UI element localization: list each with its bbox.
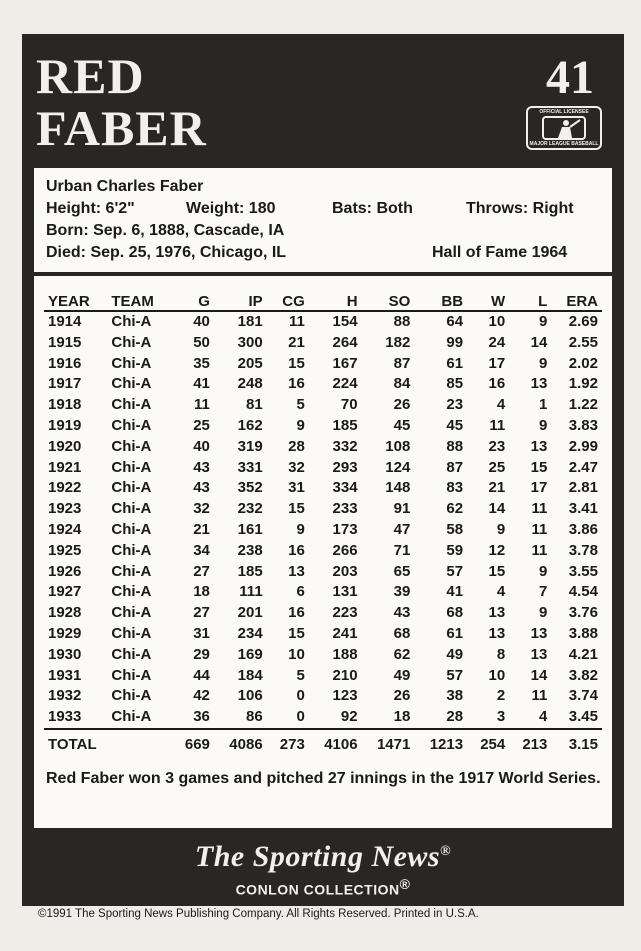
cell-h: 264 (332, 333, 358, 351)
cell-so: 26 (393, 687, 411, 705)
cell-ip: 248 (237, 375, 263, 393)
cell-team: Chi-A (111, 479, 152, 497)
cell-ip: 300 (237, 333, 263, 351)
stats-panel (34, 276, 612, 828)
player-name (36, 50, 207, 154)
cell-year: 1926 (48, 562, 82, 580)
batter-silhouette-icon (542, 116, 586, 140)
cell-so: 62 (393, 645, 411, 663)
cell-h: 188 (332, 645, 358, 663)
cell-l: 17 (530, 479, 548, 497)
cell-bb: 57 (446, 562, 464, 580)
cell-year: 1929 (48, 624, 82, 642)
total-w: 254 (480, 735, 506, 753)
cell-era: 3.78 (568, 541, 598, 559)
cell-w: 24 (488, 333, 506, 351)
total-bb: 1213 (429, 735, 464, 753)
cell-h: 266 (332, 541, 358, 559)
cell-team: Chi-A (111, 708, 152, 726)
column-header-w: W (491, 293, 506, 310)
cell-l: 14 (530, 333, 548, 351)
cell-ip: 81 (245, 396, 263, 414)
column-header-ip: IP (248, 293, 263, 310)
total-era: 3.15 (568, 735, 598, 753)
cell-bb: 57 (446, 666, 464, 684)
table-row (44, 374, 602, 395)
cell-ip: 184 (237, 666, 263, 684)
cell-so: 108 (385, 437, 411, 455)
cell-g: 50 (193, 333, 210, 351)
cell-w: 21 (488, 479, 506, 497)
cell-year: 1916 (48, 354, 82, 372)
cell-l: 9 (539, 416, 548, 434)
cell-w: 16 (488, 375, 506, 393)
cell-era: 3.83 (568, 416, 598, 434)
cell-year: 1919 (48, 416, 82, 434)
cell-ip: 86 (245, 708, 263, 726)
cell-l: 11 (531, 520, 548, 538)
cell-cg: 13 (288, 562, 305, 580)
cell-ip: 319 (237, 437, 263, 455)
cell-l: 7 (539, 583, 548, 601)
cell-g: 43 (193, 458, 210, 476)
cell-team: Chi-A (111, 624, 152, 642)
total-so: 1471 (376, 735, 411, 753)
cell-g: 31 (193, 624, 210, 642)
cell-cg: 32 (288, 458, 305, 476)
cell-team: Chi-A (111, 396, 152, 414)
cell-ip: 106 (237, 687, 263, 705)
table-row (44, 666, 602, 687)
cell-era: 3.88 (568, 624, 598, 642)
cell-era: 3.55 (568, 562, 598, 580)
cell-w: 2 (496, 687, 506, 705)
cell-w: 17 (488, 354, 506, 372)
cell-cg: 6 (296, 583, 305, 601)
cell-bb: 41 (446, 583, 464, 601)
cell-team: Chi-A (111, 416, 152, 434)
cell-h: 334 (332, 479, 358, 497)
sporting-news-logo (22, 840, 624, 898)
stats-body (44, 311, 602, 729)
cell-l: 11 (531, 500, 548, 518)
table-row (44, 520, 602, 541)
cell-year: 1920 (48, 437, 82, 455)
cell-w: 9 (496, 520, 506, 538)
born: Born: Sep. 6, 1888, Cascade, IA (46, 222, 285, 239)
cell-ip: 331 (237, 458, 263, 476)
cell-era: 3.45 (568, 708, 598, 726)
table-row (44, 603, 602, 624)
cell-team: Chi-A (111, 354, 152, 372)
cell-bb: 88 (446, 437, 464, 455)
cell-era: 2.81 (568, 479, 598, 497)
cell-h: 241 (332, 624, 358, 642)
cell-g: 35 (193, 354, 210, 372)
table-row (44, 645, 602, 666)
cell-w: 10 (488, 313, 506, 330)
column-header-l: L (538, 293, 548, 310)
publisher-name: The Sporting News (194, 840, 441, 873)
cell-ip: 234 (237, 624, 263, 642)
cell-year: 1930 (48, 645, 82, 663)
cell-team: Chi-A (111, 333, 152, 351)
cell-h: 185 (332, 416, 358, 434)
cell-era: 4.54 (568, 583, 598, 601)
cell-cg: 0 (296, 708, 305, 726)
cell-era: 2.02 (568, 354, 598, 372)
cell-cg: 31 (288, 479, 305, 497)
cell-year: 1923 (48, 500, 82, 518)
cell-bb: 62 (446, 500, 464, 518)
cell-era: 3.41 (568, 500, 598, 518)
cell-g: 44 (193, 666, 210, 684)
cell-l: 14 (530, 666, 548, 684)
cell-w: 3 (496, 708, 506, 726)
cell-g: 34 (193, 541, 210, 559)
cell-team: Chi-A (111, 437, 152, 455)
cell-l: 9 (539, 562, 548, 580)
cell-w: 23 (488, 437, 506, 455)
cell-so: 49 (393, 666, 411, 684)
cell-h: 223 (332, 604, 358, 622)
cell-ip: 201 (237, 604, 263, 622)
cell-so: 91 (393, 500, 411, 518)
cell-h: 210 (332, 666, 358, 684)
height: Height: 6'2" (46, 200, 135, 217)
cell-g: 42 (193, 687, 210, 705)
stats-total-row (44, 729, 602, 760)
cell-l: 9 (539, 313, 548, 330)
column-header-so: SO (388, 293, 411, 310)
cell-era: 3.86 (568, 520, 598, 538)
cell-w: 4 (496, 583, 506, 601)
pitching-stats-table (44, 286, 602, 760)
cell-g: 18 (193, 583, 210, 601)
cell-h: 332 (332, 437, 358, 455)
cell-l: 9 (539, 604, 548, 622)
cell-w: 11 (489, 416, 506, 434)
cell-cg: 11 (288, 313, 305, 330)
cell-g: 27 (193, 562, 210, 580)
cell-cg: 10 (288, 645, 305, 663)
cell-year: 1921 (48, 458, 82, 476)
logo-bottom-text: MAJOR LEAGUE BASEBALL (529, 141, 599, 147)
cell-so: 26 (393, 396, 411, 414)
cell-so: 88 (393, 313, 411, 330)
cell-w: 4 (496, 396, 506, 414)
baseball-card-back (22, 34, 624, 906)
cell-so: 148 (385, 479, 411, 497)
column-header-g: G (198, 293, 210, 310)
total-h: 4106 (324, 735, 358, 753)
cell-so: 43 (393, 604, 411, 622)
cell-ip: 205 (237, 354, 263, 372)
cell-l: 13 (530, 375, 548, 393)
cell-year: 1914 (48, 313, 82, 330)
cell-w: 8 (496, 645, 506, 663)
cell-h: 92 (340, 708, 358, 726)
cell-cg: 15 (288, 354, 305, 372)
table-row (44, 707, 602, 729)
cell-ip: 232 (237, 500, 263, 518)
table-row (44, 395, 602, 416)
cell-cg: 0 (296, 687, 305, 705)
cell-h: 203 (332, 562, 358, 580)
table-row (44, 624, 602, 645)
table-row (44, 437, 602, 458)
cell-cg: 16 (288, 375, 305, 393)
cell-ip: 185 (237, 562, 263, 580)
cell-l: 1 (539, 396, 548, 414)
cell-bb: 61 (446, 354, 464, 372)
logo-top-text: OFFICIAL LICENSEE (539, 109, 589, 115)
cell-g: 25 (193, 416, 210, 434)
total-cg: 273 (279, 735, 305, 753)
player-last-name: FABER (36, 100, 207, 156)
cell-so: 18 (393, 708, 411, 726)
cell-w: 12 (488, 541, 506, 559)
registered-mark: ® (440, 844, 452, 859)
cell-l: 11 (531, 687, 548, 705)
player-first-name: RED (36, 48, 145, 104)
cell-cg: 21 (288, 333, 305, 351)
cell-g: 40 (193, 437, 210, 455)
cell-ip: 169 (237, 645, 263, 663)
table-row (44, 582, 602, 603)
mlb-licensee-logo (526, 106, 602, 150)
cell-l: 13 (530, 437, 548, 455)
cell-h: 131 (332, 583, 358, 601)
cell-w: 13 (488, 624, 506, 642)
cell-year: 1928 (48, 604, 82, 622)
cell-g: 32 (193, 500, 210, 518)
column-header-bb: BB (441, 293, 464, 310)
cell-cg: 15 (288, 624, 305, 642)
cell-bb: 68 (446, 604, 464, 622)
cell-h: 167 (332, 354, 358, 372)
cell-l: 15 (530, 458, 548, 476)
cell-bb: 28 (446, 708, 464, 726)
cell-cg: 28 (288, 437, 305, 455)
cell-era: 3.82 (568, 666, 598, 684)
cell-bb: 83 (446, 479, 464, 497)
cell-so: 87 (393, 354, 411, 372)
column-header-era: ERA (566, 293, 598, 310)
cell-w: 14 (488, 500, 506, 518)
cell-era: 2.69 (568, 313, 598, 330)
cell-year: 1917 (48, 375, 82, 393)
cell-bb: 38 (446, 687, 464, 705)
cell-w: 13 (488, 604, 506, 622)
cell-ip: 161 (237, 520, 263, 538)
cell-year: 1924 (48, 520, 82, 538)
cell-team: Chi-A (111, 583, 152, 601)
cell-ip: 162 (237, 416, 263, 434)
cell-so: 84 (393, 375, 411, 393)
total-g: 669 (184, 735, 210, 753)
cell-so: 39 (393, 583, 411, 601)
cell-year: 1922 (48, 479, 82, 497)
cell-bb: 85 (446, 375, 464, 393)
throws: Throws: Right (466, 200, 574, 217)
cell-team: Chi-A (111, 375, 152, 393)
cell-so: 182 (385, 333, 411, 351)
died: Died: Sep. 25, 1976, Chicago, IL (46, 244, 287, 261)
cell-team: Chi-A (111, 604, 152, 622)
cell-so: 71 (393, 541, 411, 559)
cell-year: 1932 (48, 687, 82, 705)
cell-g: 21 (193, 520, 210, 538)
cell-h: 70 (340, 396, 358, 414)
table-row (44, 499, 602, 520)
cell-team: Chi-A (111, 541, 152, 559)
cell-cg: 16 (288, 604, 305, 622)
cell-bb: 23 (446, 396, 464, 414)
cell-team: Chi-A (111, 313, 152, 330)
cell-bb: 87 (446, 458, 464, 476)
cell-g: 41 (193, 375, 210, 393)
column-header-cg: CG (282, 293, 305, 310)
table-row (44, 416, 602, 437)
table-row (44, 311, 602, 333)
cell-h: 224 (332, 375, 358, 393)
cell-year: 1915 (48, 333, 82, 351)
cell-bb: 49 (446, 645, 464, 663)
cell-team: Chi-A (111, 500, 152, 518)
cell-w: 25 (488, 458, 506, 476)
cell-so: 65 (393, 562, 411, 580)
cell-l: 11 (531, 541, 548, 559)
table-row (44, 686, 602, 707)
cell-l: 13 (530, 645, 548, 663)
cell-h: 293 (332, 458, 358, 476)
cell-w: 10 (488, 666, 506, 684)
card-number: 41 (546, 51, 594, 104)
stats-header-row (44, 286, 602, 311)
cell-h: 173 (332, 520, 358, 538)
cell-so: 124 (385, 458, 411, 476)
table-row (44, 458, 602, 479)
cell-year: 1918 (48, 396, 82, 414)
total-l: 213 (522, 735, 548, 753)
cell-year: 1933 (48, 708, 82, 726)
cell-ip: 181 (237, 313, 263, 330)
cell-cg: 9 (296, 416, 305, 434)
cell-era: 3.74 (568, 687, 598, 705)
table-row (44, 333, 602, 354)
cell-g: 43 (193, 479, 210, 497)
cell-bb: 99 (446, 333, 464, 351)
cell-team: Chi-A (111, 520, 152, 538)
cell-era: 1.92 (568, 375, 598, 393)
cell-cg: 16 (288, 541, 305, 559)
full-name: Urban Charles Faber (46, 178, 204, 195)
cell-g: 29 (193, 645, 210, 663)
cell-cg: 5 (296, 666, 305, 684)
cell-team: Chi-A (111, 645, 152, 663)
cell-h: 154 (332, 313, 358, 330)
cell-ip: 111 (239, 583, 263, 601)
table-row (44, 354, 602, 375)
cell-era: 2.99 (568, 437, 598, 455)
cell-l: 4 (539, 708, 548, 726)
cell-era: 1.22 (568, 396, 598, 414)
copyright-line: ©1991 The Sporting News Publishing Company. All Rights Reserved. Printed in U.S.A. (38, 908, 479, 920)
cell-era: 2.47 (568, 458, 598, 476)
cell-bb: 59 (446, 541, 464, 559)
bats: Bats: Both (332, 200, 413, 217)
world-series-note: Red Faber won 3 games and pitched 27 innings in the 1917 World Series. (46, 769, 601, 787)
cell-so: 47 (393, 520, 411, 538)
bio-panel (34, 168, 612, 272)
cell-team: Chi-A (111, 687, 152, 705)
cell-h: 233 (332, 500, 358, 518)
cell-bb: 58 (446, 520, 464, 538)
cell-g: 27 (193, 604, 210, 622)
cell-g: 36 (193, 708, 210, 726)
table-row (44, 562, 602, 583)
cell-team: Chi-A (111, 666, 152, 684)
cell-era: 4.21 (568, 645, 598, 663)
cell-so: 45 (393, 416, 411, 434)
collection-name: CONLON COLLECTION (235, 881, 400, 898)
cell-h: 123 (332, 687, 358, 705)
cell-ip: 238 (237, 541, 263, 559)
cell-cg: 9 (296, 520, 305, 538)
cell-bb: 64 (446, 313, 464, 330)
cell-ip: 352 (237, 479, 263, 497)
table-row (44, 541, 602, 562)
cell-cg: 15 (288, 500, 305, 518)
column-header-team: TEAM (111, 293, 154, 310)
collection-registered-mark: ® (399, 876, 411, 892)
cell-bb: 61 (446, 624, 464, 642)
cell-g: 40 (193, 313, 210, 330)
cell-era: 2.55 (568, 333, 598, 351)
cell-bb: 45 (446, 416, 464, 434)
cell-l: 9 (539, 354, 548, 372)
cell-g: 11 (194, 396, 210, 414)
cell-w: 15 (488, 562, 506, 580)
cell-cg: 5 (296, 396, 305, 414)
cell-so: 68 (393, 624, 411, 642)
cell-year: 1931 (48, 666, 82, 684)
column-header-year: YEAR (48, 293, 90, 310)
weight: Weight: 180 (186, 200, 276, 217)
cell-team: Chi-A (111, 562, 152, 580)
table-row (44, 478, 602, 499)
cell-team: Chi-A (111, 458, 152, 476)
cell-year: 1927 (48, 583, 82, 601)
cell-era: 3.76 (568, 604, 598, 622)
cell-l: 13 (530, 624, 548, 642)
column-header-h: H (346, 293, 358, 310)
hall-of-fame: Hall of Fame 1964 (432, 244, 568, 261)
total-ip: 4086 (229, 735, 263, 753)
cell-year: 1925 (48, 541, 82, 559)
total-label: TOTAL (48, 735, 97, 753)
